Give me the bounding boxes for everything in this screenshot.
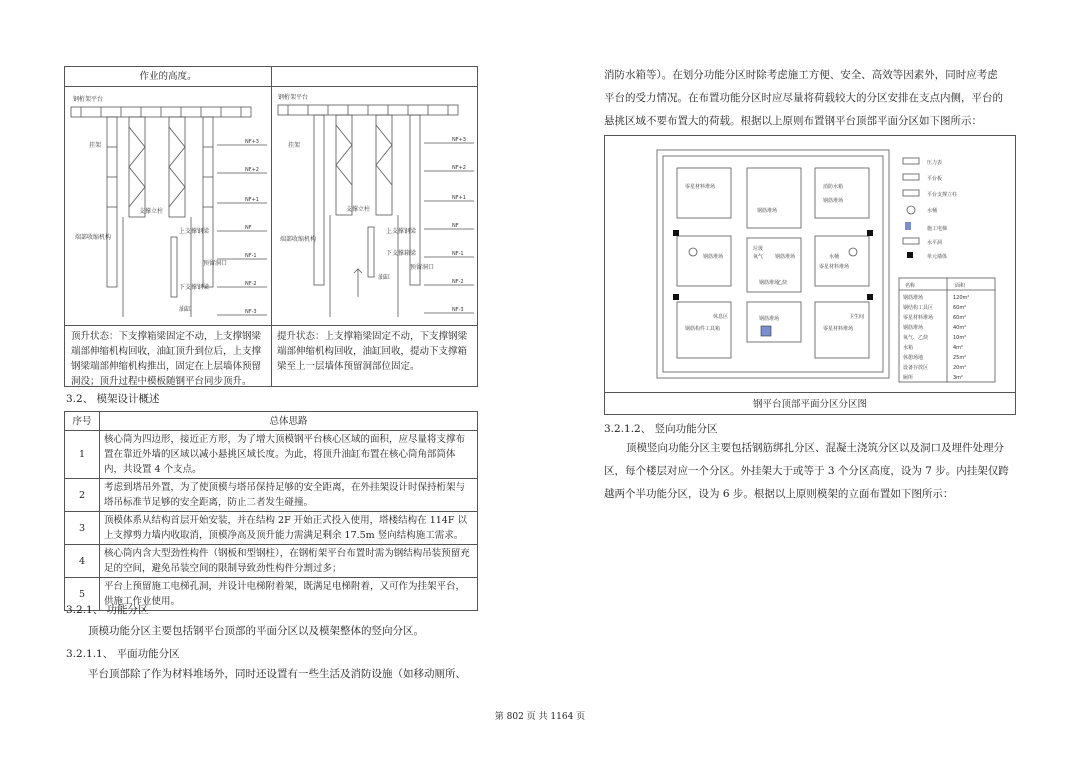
right-truss-web [288,105,448,115]
row-number: 5 [65,578,100,611]
left-upper-beam-label: 上支撑钢梁 [179,228,210,235]
plan-zone-label: 卫生间 [849,314,865,320]
section-3-2-1-paragraph: 顶模功能分区主要包括钢平台顶部的平面分区以及模架整体的竖向分区。 [88,625,424,637]
legend-item: 施工电梯 [927,226,948,232]
right-paragraph-line: 越两个半功能分区，设为 6 步。根据以上原则模架的立面布置如下图所示： [604,488,954,500]
row-text: 核心筒内含大型劲性构件（钢板和型钢柱），在钢桁架平台布置时需为钢结构吊装预留充足的空间，避免吊装空间的限制导致劲性构件分割过多； [100,545,478,578]
elevator-mark [761,326,771,336]
design-overview-table [64,411,478,611]
right-frame-label: 挂架 [288,142,301,149]
area-table-header: 名称 [905,283,916,289]
area-value: 20m² [953,365,967,371]
row-text: 考虑到塔吊外置，为了使顶模与塔吊保持足够的安全距离，在外挂架设计时保持桁架与塔吊标准节足够的安全距离，防止二者发生碰撞。 [100,479,478,512]
plan-zone-label: 氧气 [753,254,764,260]
left-truss-web [81,107,241,117]
area-value: 4m² [953,345,964,351]
diagram-header-text: 作业的高度。 [139,71,197,82]
area-table-header: 面积 [955,283,966,289]
left-floor-lines [217,145,267,315]
legend-item: 平台支撑立柱 [927,192,958,198]
plan-zone-label: 消防水箱 [823,184,844,190]
plan-zone-label: 钢筋堆场 [823,198,844,204]
table-row [65,512,478,545]
left-floor-label: NF+2 [245,167,259,173]
plan-zone-label: 钢筋堆场 [759,280,780,286]
left-jack-cylinder [171,237,177,297]
floor-plan-drawing [653,146,1003,386]
right-floor-lines [424,143,474,313]
plan-zone-nc [747,168,801,228]
left-floor-label: NF-2 [245,281,257,287]
area-name: 钢筋堆场 [903,325,924,331]
plan-zone-label: 乙炔 [777,280,788,286]
right-hole-label: 预留洞口 [410,264,435,271]
row-text: 平台上预留施工电梯孔洞，并设计电梯附着架，既满足电梯附着，又可作为挂架平台，供施工作业使用。 [100,578,478,611]
left-floor-label: NF [245,225,252,231]
lifting-state-diagram [274,87,477,325]
plan-zone-label: 钢筋构件工具箱 [685,326,721,332]
area-name: 钢筋堆场 [903,295,924,301]
left-hole-label: 预留洞口 [203,260,228,267]
area-value: 120m² [953,295,970,301]
plan-zone-label: 休息区 [713,314,729,320]
area-value: 60m² [953,305,967,311]
right-paragraph-line: 区，每个楼层对应一个分区。外挂架大于或等于 3 个分区高度，设为 7 步。内挂架仅跨 [604,465,1009,477]
table-row [65,545,478,578]
legend-item: 水平洞 [927,240,943,246]
right-paragraph-line: 平台的受力情况。在布置功能分区时应尽量将荷载较大的分区安排在支点内侧，平台的 [604,92,1003,104]
plan-zone-sc [747,302,801,342]
right-lower-beam-label: 下支撑箱梁 [386,250,417,257]
left-floor-label: NF-3 [245,309,257,315]
right-support-columns [336,115,392,215]
right-floor-label: NF-3 [452,307,464,313]
plan-figure-frame [604,135,1016,415]
diagram-table-divider [271,67,272,387]
right-column-label: 支撑立柱 [346,206,371,213]
legend-item: 单元墙体 [927,254,948,260]
right-floor-label: NF+1 [452,195,466,201]
table-header-no: 序号 [65,412,100,431]
left-cylinder-label: 油缸 [179,306,192,313]
legend-item: 压力表 [927,160,943,166]
column-mark [673,294,679,300]
plan-zone-label: 零星材料堆场 [819,264,850,270]
plan-zone-label: 钢筋堆场 [759,316,780,322]
left-floor-label: NF+1 [245,197,259,203]
plan-zone-label: 零星材料堆场 [823,326,854,332]
area-value: 25m² [953,355,967,361]
plan-zone-label: 钢筋堆场 [703,254,724,260]
plan-zone-label: 垃圾 [753,246,764,252]
plan-caption: 钢平台顶部平面分区分区图 [752,399,867,410]
row-number: 2 [65,479,100,512]
table-row [65,479,478,512]
right-floor-label: NF-2 [452,279,464,285]
area-name: 水箱 [903,345,914,351]
left-column-label: 支撑立柱 [139,208,164,215]
left-lower-beam-label: 下支撑钢梁 [179,284,210,291]
area-name: 厕所 [903,375,914,381]
left-mechanism-label: 端部收缩机构 [75,234,112,241]
plan-zone-e [815,236,869,286]
section-3-2-1-heading: 3.2.1、 功能分区 [66,604,149,616]
area-name: 氧气、乙炔 [903,335,929,341]
lifting-caption: 提升状态：上支撑箱梁固定不动，下支撑钢梁端部伸缩机构回收，油缸回收，提动下支撑箱梁至上一层墙体预留洞部位固定。 [277,331,468,372]
diagram-table [64,66,478,387]
right-paragraph-line: 顶模竖向功能分区主要包括钢筋绑扎分区、混凝土浇筑分区以及洞口及埋件处理分 [626,442,1004,454]
area-name: 休憩场地 [903,355,924,361]
table-row [65,431,478,479]
plan-zone-label: 水桶 [829,254,840,260]
right-floor-label: NF+2 [452,165,466,171]
plan-zone-w [677,236,731,286]
left-platform-label: 钢桁架平台 [73,96,104,103]
row-text: 顶模体系从结构首层开始安装，并在结构 2F 开始正式投入使用，塔楼结构在 114F 以上支撑剪力墙内收取消，顶模净高及顶升能力需满足剩余 17.5m 竖向结构施工需求。 [100,512,478,545]
column-mark [867,230,873,236]
left-frame-label: 挂架 [89,142,102,149]
plan-area-table [899,278,995,382]
right-floor-label: NF-1 [452,251,464,257]
plan-zone-label: 钢筋堆场 [757,208,778,214]
right-mechanism-label: 端部收缩机构 [280,236,317,243]
section-3-2-1-1-heading: 3.2.1.1、 平面功能分区 [66,648,180,660]
row-number: 3 [65,512,100,545]
area-value: 3m² [953,375,964,381]
right-floor-label: NF [452,223,459,229]
plan-zone-nw [677,168,731,218]
left-floor-label: NF+3 [245,139,259,145]
area-value: 10m² [953,335,967,341]
right-platform-label: 钢桁架平台 [278,94,309,101]
right-floor-label: NF+3 [452,137,466,143]
right-paragraph-line: 悬挑区域不要布置大的荷载。根据以上原则布置钢平台顶部平面分区如下图所示： [604,115,982,127]
right-paragraph-line: 消防水箱等）。在划分功能分区时除考虑施工方便、安全、高效等因素外，同时应考虑 [604,69,998,81]
diagram-caption-line [65,325,478,326]
water-tank-mark [689,248,697,256]
area-name: 钢结构工具区 [903,305,934,311]
section-3-2-1-1-paragraph: 平台顶部除了作为材料堆场外，同时还设置有一些生活及消防设施（如移动厕所、 [88,668,466,680]
left-floor-label: NF-1 [245,253,257,259]
legend-item: 水桶 [927,208,938,214]
area-value: 40m² [953,325,967,331]
left-support-columns [129,117,185,217]
plan-legend [903,158,957,260]
column-mark [867,294,873,300]
row-text: 核心筒为四边形，接近正方形，为了增大顶模钢平台核心区域的面积，应尽量将支撑布置在靠近外墙的区域以减小悬挑区域长度。为此，将顶升油缸布置在核心筒角部筒体内，共设置 4 个支点。 [100,431,478,479]
row-number: 4 [65,545,100,578]
right-upper-beam-label: 上支撑钢梁 [386,228,417,235]
column-mark [673,230,679,236]
right-cylinder-label: 油缸 [378,274,391,281]
section-3-2-heading: 3.2、 模架设计概述 [66,393,160,405]
area-name: 设备存放区 [903,365,929,371]
area-name: 零星材料堆场 [903,315,934,321]
water-tank-mark [849,248,857,256]
right-jack-cylinder [368,227,374,277]
page-footer: 第 802 页 共 1164 页 [494,712,586,722]
jacking-caption: 顶升状态：下支撑箱梁固定不动，上支撑钢梁端部伸缩机构回收，油缸顶升到位后，上支撑钢梁端部伸缩机构推出，固定在上层墙体预留洞没；顶升过程中模板随钢平台同步顶升。 [71,331,262,387]
table-header-idea: 总体思路 [100,412,478,431]
row-number: 1 [65,431,100,479]
plan-zone-label: 零星材料堆场 [685,184,716,190]
legend-item: 平台板 [927,176,943,182]
plan-zone-ne [815,168,869,218]
plan-caption-divider [605,392,1015,393]
plan-zone-label: 钢筋堆场 [775,254,796,260]
right-lift-arrow [354,269,362,297]
area-value: 60m² [953,315,967,321]
jacking-state-diagram [67,87,270,325]
section-3-2-1-2-heading: 3.2.1.2、 竖向功能分区 [604,423,718,435]
